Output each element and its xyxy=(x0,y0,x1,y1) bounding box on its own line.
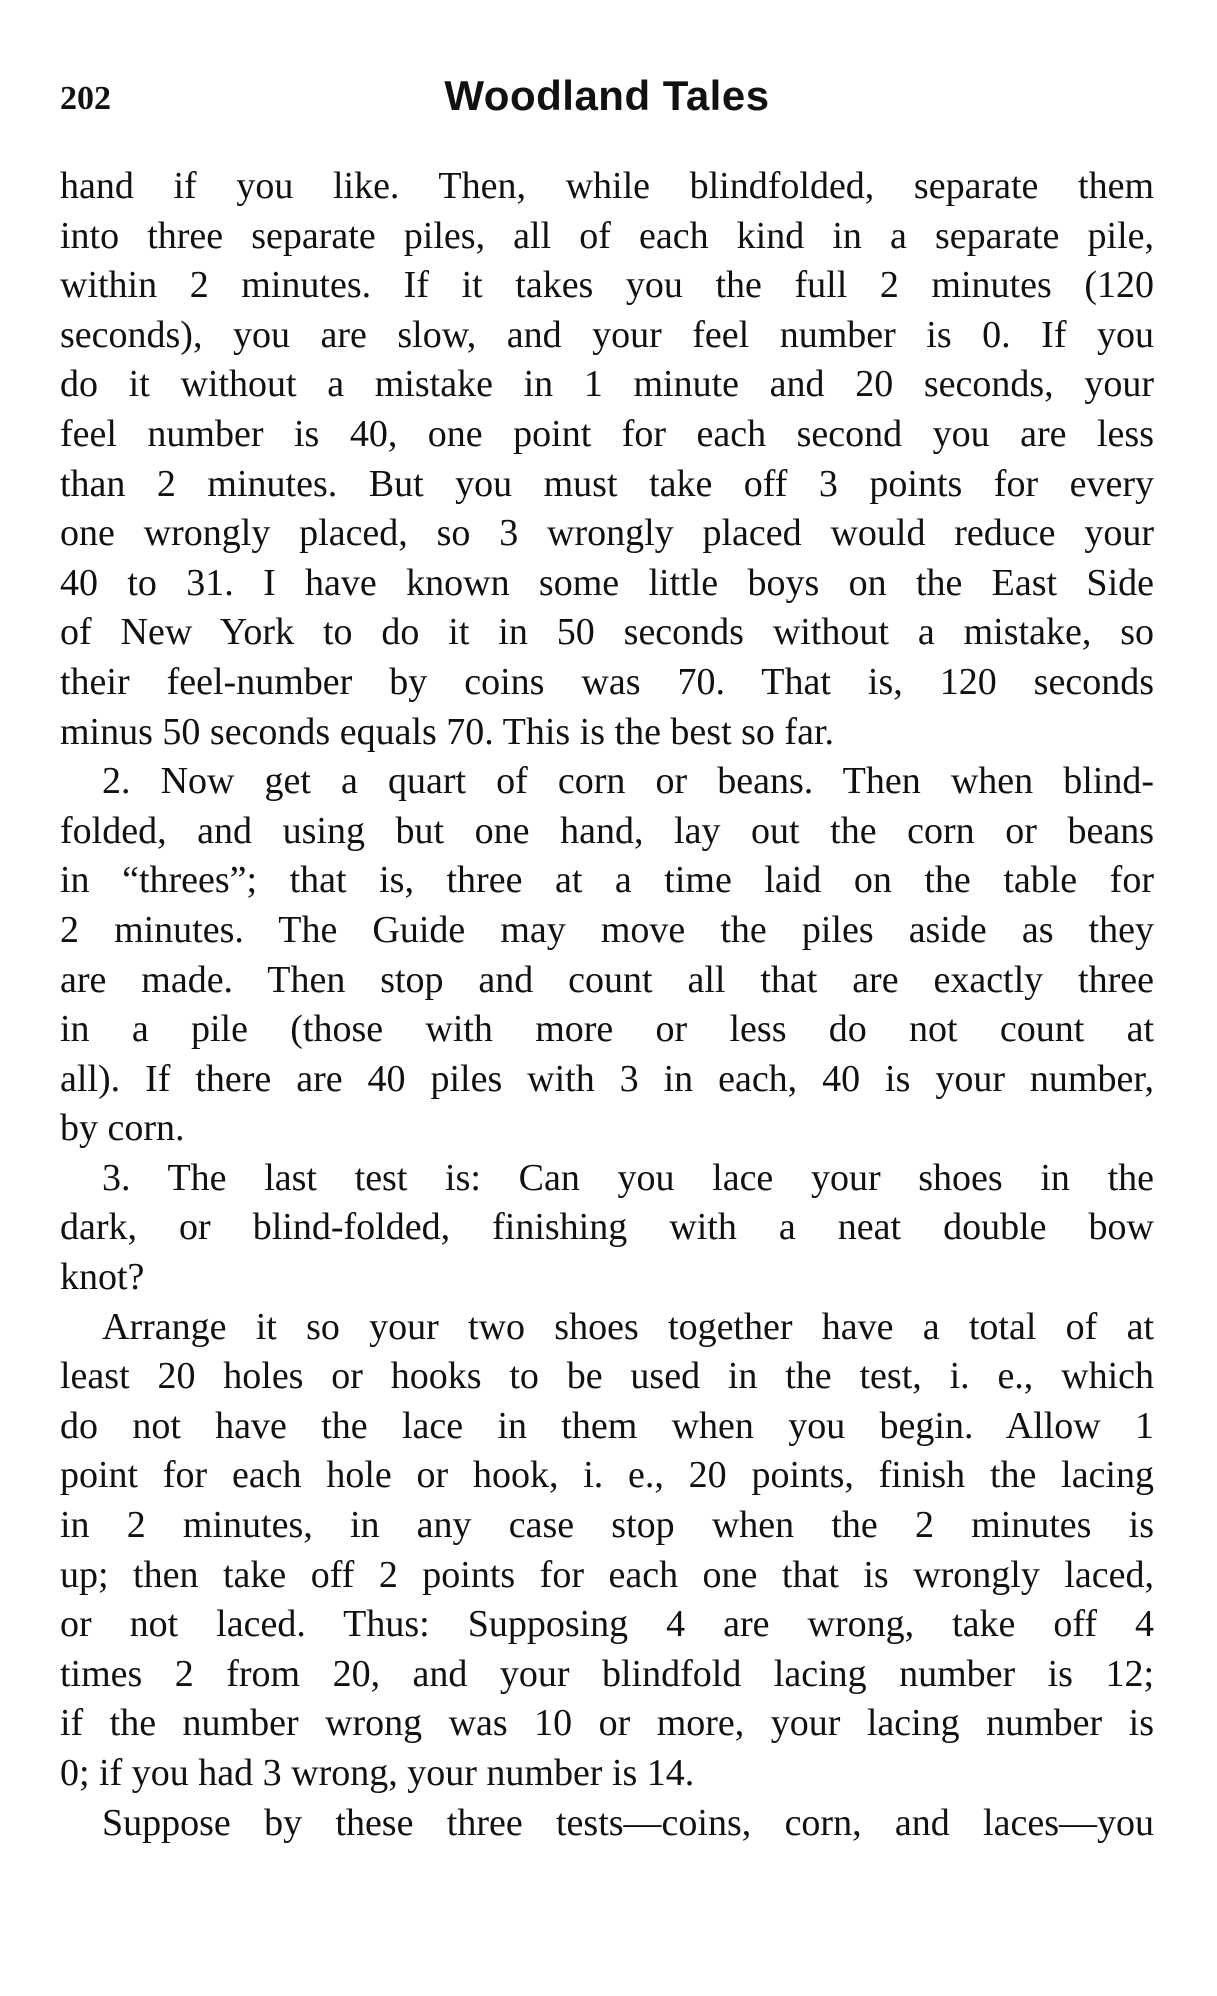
text-line: knot? xyxy=(60,1256,145,1299)
text-line: if the number wrong was 10 or more, your lacing number is xyxy=(60,1702,1154,1745)
text-line: into three separate piles, all of each kind in a separate pile, xyxy=(60,214,1154,257)
text-line: 2. Now get a quart of corn or beans. Then when blind- xyxy=(102,760,1154,803)
text-line: their feel-number by coins was 70. That is, 120 seconds xyxy=(60,660,1154,703)
text-line: feel number is 40, one point for each second you are less xyxy=(60,412,1154,455)
text-line: than 2 minutes. But you must take off 3 points for every xyxy=(60,462,1154,505)
page-number: 202 xyxy=(60,80,111,117)
text-line: 40 to 31. I have known some little boys on the East Side xyxy=(60,561,1154,604)
text-line: 0; if you had 3 wrong, your number is 14. xyxy=(60,1752,695,1794)
text-line: within 2 minutes. If it takes you the full 2 minutes (120 xyxy=(60,264,1154,307)
text-line: seconds), you are slow, and your feel number is 0. If you xyxy=(60,313,1154,356)
text-line: times 2 from 20, and your blindfold lacing number is 12; xyxy=(60,1652,1154,1695)
running-header xyxy=(60,72,1154,128)
text-line: in a pile (those with more or less do not count at xyxy=(60,1008,1154,1051)
text-line: dark, or blind-folded, finishing with a neat double bow xyxy=(60,1206,1154,1249)
text-line: or not laced. Thus: Supposing 4 are wrong, take off 4 xyxy=(60,1603,1154,1646)
page-body-text xyxy=(60,162,1154,1848)
running-title: Woodland Tales xyxy=(444,72,770,119)
text-line: hand if you like. Then, while blindfolded, separate them xyxy=(60,165,1154,207)
text-line: up; then take off 2 points for each one that is wrongly laced, xyxy=(60,1553,1154,1596)
text-line: Suppose by these three tests—coins, corn, and laces—you xyxy=(102,1801,1154,1844)
text-line: 2 minutes. The Guide may move the piles aside as they xyxy=(60,908,1154,951)
text-line: do not have the lace in them when you begin. Allow 1 xyxy=(60,1404,1154,1447)
text-line: all). If there are 40 piles with 3 in each, 40 is your number, xyxy=(60,1057,1154,1100)
text-line: by corn. xyxy=(60,1107,185,1150)
text-line: in 2 minutes, in any case stop when the 2 minutes is xyxy=(60,1504,1154,1547)
text-line: point for each hole or hook, i. e., 20 points, finish the lacing xyxy=(60,1454,1154,1497)
text-line: folded, and using but one hand, lay out the corn or beans xyxy=(60,809,1154,852)
text-line: of New York to do it in 50 seconds without a mistake, so xyxy=(60,611,1154,654)
text-line: 3. The last test is: Can you lace your shoes in the xyxy=(102,1156,1154,1199)
text-line: are made. Then stop and count all that are exactly three xyxy=(60,958,1154,1001)
text-line: minus 50 seconds equals 70. This is the best so far. xyxy=(60,710,835,753)
text-line: in “threes”; that is, three at a time laid on the table for xyxy=(60,859,1154,902)
text-line: least 20 holes or hooks to be used in the test, i. e., which xyxy=(60,1355,1154,1398)
text-line: one wrongly placed, so 3 wrongly placed would reduce your xyxy=(60,512,1154,555)
text-line: Arrange it so your two shoes together have a total of at xyxy=(102,1305,1154,1348)
text-line: do it without a mistake in 1 minute and 20 seconds, your xyxy=(60,363,1154,406)
